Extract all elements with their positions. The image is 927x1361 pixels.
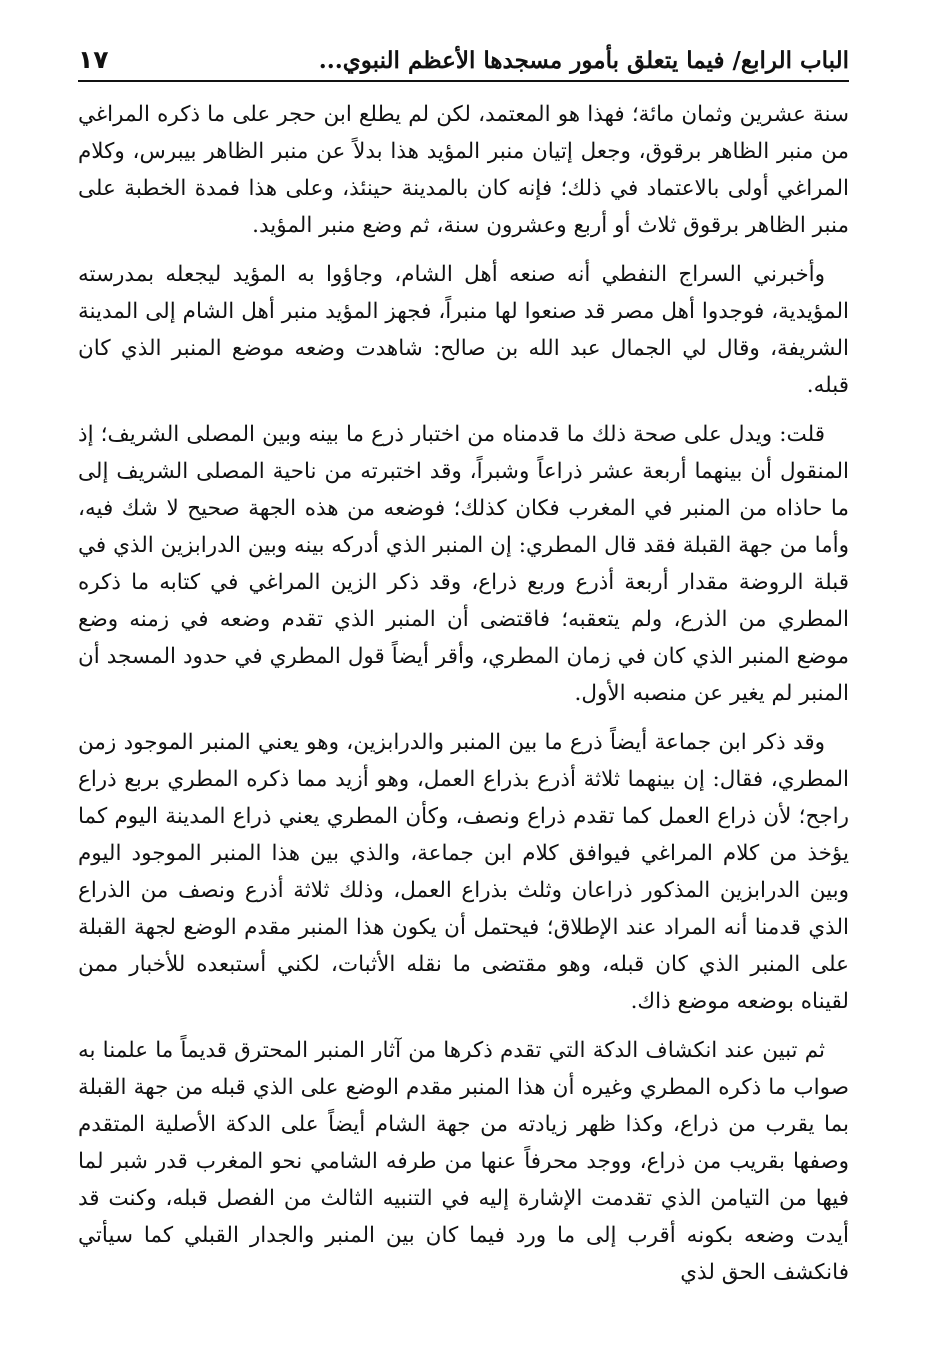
page-number: ١٧ bbox=[78, 45, 109, 74]
paragraph-5: ثم تبين عند انكشاف الدكة التي تقدم ذكرها من آثار المنبر المحترق قديماً ما علمنا به صواب ما ذكره المطري وغيره أن هذا المنبر مقدم الوضع على الذي قبله من جهة القبلة بما يقرب من ذراع، وكذا ظهر زيادته من جهة الشام أيضاً على الدكة الأصلية المتقدم وصفها بقريب من ذراع، ووجد محرفاً عنها من طرفه الشامي نحو المغرب قدر شبر لما فيها من التيامن الذي تقدمت الإشارة إليه في التنبيه الثالث من الفصل قبله، وكنت قد أيدت وضعه بكونه أقرب إلى ما ورد فيما كان بين المنبر والجدار القبلي كما سيأتي فانكشف الحق لذي bbox=[78, 1038, 849, 1285]
paragraph-3: قلت: ويدل على صحة ذلك ما قدمناه من اختبار ذرع ما بينه وبين المصلى الشريف؛ إذ المنقول أن بينهما أربعة عشر ذراعاً وشبراً، وقد اختبرته من ناحية المصلى الشريف إلى ما حاذاه من المنبر في المغرب فكان كذلك؛ فوضعه من هذه الجهة صحيح لا شك فيه، وأما من جهة القبلة فقد قال المطري: إن المنبر الذي أدركه بينه وبين الدرابزين الذي في قبلة الروضة مقدار أربعة أذرع وربع ذراع، وقد ذكر الزين المراغي في كتابه ما ذكره المطري من الذرع، ولم يتعقبه؛ فاقتضى أن المنبر الذي تقدم وضعه في زمنه وضع موضع المنبر الذي كان في زمان المطري، وأقر أيضاً قول المطري في حدود المسجد أن المنبر لم يغير عن منصبه الأول. bbox=[78, 422, 849, 706]
paragraph-2: وأخبرني السراج النفطي أنه صنعه أهل الشام، وجاؤوا به المؤيد ليجعله بمدرسته المؤيدية، فوجدوا أهل مصر قد صنعوا لها منبراً، فجهز المؤيد منبر أهل الشام إلى المدينة الشريفة، وقال لي الجمال عبد الله بن صالح: شاهدت وضعه موضع المنبر الذي كان قبله. bbox=[78, 262, 849, 398]
body-text bbox=[78, 96, 849, 1291]
paragraph-4: وقد ذكر ابن جماعة أيضاً ذرع ما بين المنبر والدرابزين، وهو يعني المنبر الموجود زمن المطري، فقال: إن بينهما ثلاثة أذرع بذراع العمل، وهو أزيد مما ذكره المطري بربع ذراع راجح؛ لأن ذراع العمل كما تقدم ذراع ونصف، وكأن المطري يعني ذراع المدينة اليوم كما يؤخذ من كلام المراغي فيوافق كلام ابن جماعة، والذي بين هذا المنبر الموجود اليوم وبين الدرابزين المذكور ذراعان وثلث بذراع العمل، وذلك ثلاثة أذرع ونصف من الذراع الذي قدمنا أنه المراد عند الإطلاق؛ فيحتمل أن يكون هذا المنبر مقدم الوضع لجهة القبلة على المنبر الذي كان قبله، وهو مقتضى ما نقله الأثبات، لكني أستبعده للأخبار ممن لقيناه بوضعه موضع ذاك. bbox=[78, 730, 849, 1014]
page-header bbox=[78, 34, 849, 82]
paragraph-1: سنة عشرين وثمان مائة؛ فهذا هو المعتمد، لكن لم يطلع ابن حجر على ما ذكره المراغي من منبر الظاهر برقوق، وجعل إتيان منبر المؤيد هذا بدلاً عن منبر الظاهر بيبرس، وكلام المراغي أولى بالاعتماد في ذلك؛ فإنه كان بالمدينة حينئذ، وعلى هذا فمدة الخطبة على منبر الظاهر برقوق ثلاث أو أربع وعشرون سنة، ثم وضع منبر المؤيد. bbox=[78, 102, 849, 238]
running-title: الباب الرابع/ فيما يتعلق بأمور مسجدها الأعظم النبوي... bbox=[318, 47, 849, 74]
